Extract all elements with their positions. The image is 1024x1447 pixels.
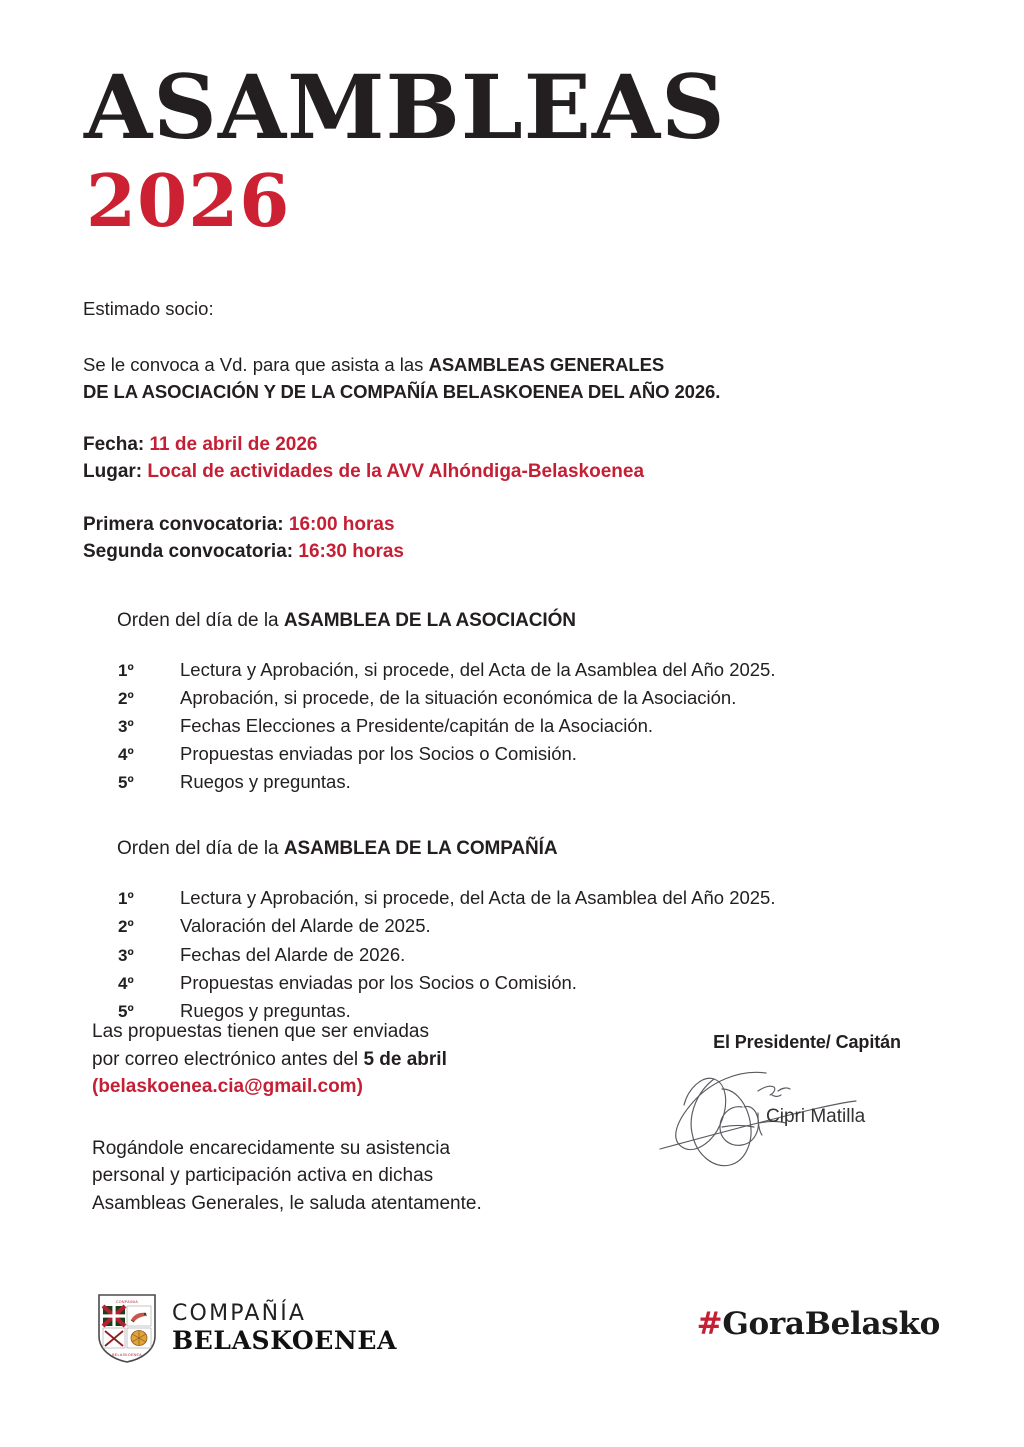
proposals-note-line2 (92, 1046, 562, 1074)
brand-name-top: COMPAÑÍA (172, 1301, 307, 1326)
agenda-item-number: 3º (118, 716, 134, 736)
agenda-item-text: Lectura y Aprobación, si procede, del Acta de la Asamblea del Año 2025. (180, 658, 776, 680)
agenda-heading-compania (117, 838, 943, 860)
agenda-item-number: 5º (118, 1001, 134, 1021)
title-year: 2026 (86, 157, 291, 243)
list-item (117, 712, 943, 740)
list-item (117, 969, 943, 997)
agenda-heading-lead-1: Orden del día de la (117, 609, 284, 631)
agenda-item-number: 4º (118, 745, 134, 765)
date-value: 11 de abril de 2026 (149, 433, 318, 455)
hashtag-gorabelasko (697, 1306, 940, 1342)
footer (0, 1292, 1024, 1382)
convocation-lead: Se le convoca a Vd. para que asista a las (83, 354, 429, 376)
agenda-item-number: 4º (118, 973, 134, 993)
list-item (117, 656, 943, 684)
agenda-item-text: Propuestas enviadas por los Socios o Comisión. (180, 971, 577, 993)
title-asambleas: ASAMBLEAS (84, 55, 726, 159)
signature-title: El Presidente/ Capitán (713, 1032, 901, 1052)
svg-text:CONPAINIA: CONPAINIA (115, 1300, 139, 1304)
agenda-heading-strong-2: ASAMBLEA DE LA COMPAÑÍA (283, 838, 558, 860)
agenda-item-text: Fechas del Alarde de 2026. (180, 943, 406, 965)
second-call-value: 16:30 horas (298, 540, 405, 562)
hashtag-symbol: # (696, 1306, 723, 1342)
proposals-deadline: 5 de abril (363, 1048, 447, 1070)
place-value: Local de actividades de la AVV Alhóndiga-Belaskoenea (147, 460, 645, 482)
agenda-list-asociacion (117, 656, 943, 797)
place-label: Lugar: (83, 460, 143, 482)
agenda-item-text: Ruegos y preguntas. (180, 999, 351, 1021)
list-item (117, 884, 943, 912)
agenda-item-text: Valoración del Alarde de 2025. (180, 915, 431, 937)
date-row (83, 432, 943, 459)
agenda-list-compania (117, 884, 943, 1025)
compania-belaskoenea-crest-icon (96, 1292, 158, 1364)
second-call-label: Segunda convocatoria: (83, 540, 294, 562)
proposals-note (92, 1018, 562, 1217)
agenda-asociacion (117, 610, 943, 797)
agenda-heading-strong-1: ASAMBLEA DE LA ASOCIACIÓN (283, 609, 576, 631)
agenda-item-number: 2º (118, 688, 134, 708)
agenda-item-text: Aprobación, si procede, de la situación económica de la Asociación. (180, 686, 737, 708)
convocation-strong-2: DE LA ASOCIACIÓN Y DE LA COMPAÑÍA BELASKOENEA DEL AÑO 2026. (83, 381, 721, 403)
agenda-heading-lead-2: Orden del día de la (117, 838, 284, 860)
list-item (117, 740, 943, 768)
agenda-item-number: 2º (118, 917, 134, 937)
agenda-item-number: 1º (118, 889, 134, 909)
signature-block (620, 1032, 960, 1173)
agenda-item-text: Propuestas enviadas por los Socios o Comisión. (180, 743, 577, 765)
agenda-item-text: Ruegos y preguntas. (180, 771, 351, 793)
first-call-value: 16:00 horas (288, 513, 395, 535)
agenda-item-number: 1º (118, 660, 134, 680)
hashtag-word: GoraBelasko (722, 1306, 940, 1342)
closing-section (0, 1018, 1024, 1218)
first-call-row (83, 512, 943, 539)
list-item (117, 912, 943, 940)
place-row (83, 459, 943, 486)
svg-text:BELASKOENEA: BELASKOENEA (112, 1353, 142, 1357)
proposals-note-line1: Las propuestas tienen que ser enviadas (92, 1021, 429, 1042)
agenda-item-number: 5º (118, 773, 134, 793)
brand-name-bottom: BELASKOENEA (172, 1326, 398, 1355)
page-title (84, 55, 726, 243)
closing-line1: Rogándole encarecidamente su asistencia (92, 1137, 451, 1159)
brand-wordmark (172, 1303, 397, 1353)
agenda-item-number: 3º (118, 945, 134, 965)
list-item (117, 941, 943, 969)
date-label: Fecha: (83, 433, 145, 455)
closing-line2: personal y participación activa en dichas (92, 1165, 434, 1187)
list-item (117, 768, 943, 796)
proposals-note-lead: por correo electrónico antes del (92, 1048, 364, 1070)
agenda-heading-asociacion (117, 610, 943, 632)
signatory-name: Cipri Matilla (766, 1106, 866, 1127)
agenda-item-text: Fechas Elecciones a Presidente/capitán de la Asociación. (180, 714, 654, 736)
agenda-item-text: Lectura y Aprobación, si procede, del Acta de la Asamblea del Año 2025. (180, 887, 776, 909)
contact-email[interactable]: (belaskoenea.cia@gmail.com) (92, 1076, 363, 1098)
list-item (117, 684, 943, 712)
brand-lockup (96, 1292, 397, 1364)
letter-body (83, 296, 943, 1025)
convocation-paragraph (83, 352, 943, 406)
closing-line3: Asambleas Generales, le saluda atentamente. (92, 1192, 482, 1214)
agenda-compania (117, 838, 943, 1025)
greeting: Estimado socio: (83, 298, 214, 319)
first-call-label: Primera convocatoria: (83, 513, 284, 535)
second-call-row (83, 539, 943, 566)
convocation-strong-1: ASAMBLEAS GENERALES (428, 354, 665, 376)
